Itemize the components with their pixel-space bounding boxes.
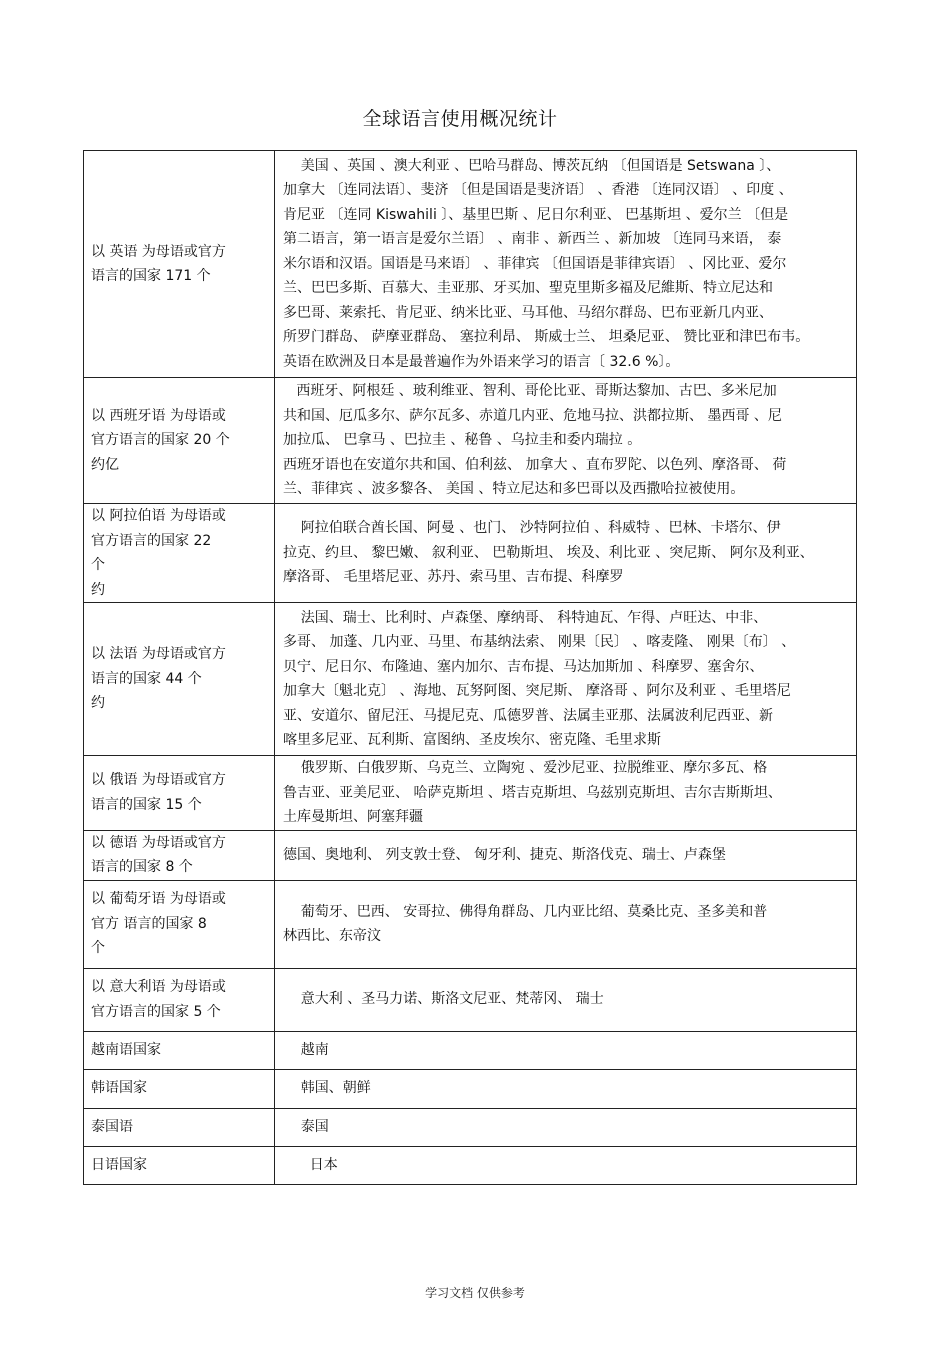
language-label-line: 语言的国家 8 个	[91, 859, 193, 875]
language-label-line: 以 德语 为母语或官方	[91, 834, 226, 851]
country-list-line: 土库曼斯坦、阿塞拜疆	[283, 809, 423, 825]
country-list-line: 兰、菲律宾 、波多黎各、 美国 、特立尼达和多巴哥以及西撒哈拉被使用。	[283, 481, 745, 498]
country-list-line: 米尔语和汉语。国语是马来语〕 、菲律宾 〔但国语是菲律宾语〕 、冈比亚、爱尔	[283, 255, 787, 272]
country-list-line: 英语在欧洲及日本是最普遍作为外语来学习的语言〔 32.6 %〕。	[283, 353, 680, 370]
table-row	[84, 830, 857, 880]
country-list-line: 韩国、朝鲜	[283, 1080, 371, 1097]
language-table	[83, 150, 857, 1185]
language-label-line: 越南语国家	[91, 1041, 161, 1058]
country-list-line: 日本	[283, 1156, 338, 1173]
country-list-cell	[275, 830, 857, 880]
country-list-line: 越南	[283, 1041, 329, 1058]
table-row	[84, 151, 857, 378]
table-row	[84, 1031, 857, 1069]
country-list-cell	[275, 378, 857, 504]
country-list-cell	[275, 151, 857, 378]
country-list-cell	[275, 880, 857, 968]
language-label-cell	[84, 151, 275, 378]
language-label-cell	[84, 603, 275, 756]
language-label-cell	[84, 1069, 275, 1108]
country-list-line: 林西比、东帝汶	[283, 928, 381, 944]
language-label-line: 以 英语 为母语或官方	[91, 243, 226, 260]
language-label-line: 官方语言的国家 22	[91, 532, 212, 549]
language-label-line: 官方语言的国家 5 个	[91, 1003, 221, 1020]
country-list-line: 鲁吉亚、亚美尼亚、 哈萨克斯坦 、塔吉克斯坦、乌兹别克斯坦、吉尔吉斯斯坦、	[283, 784, 782, 801]
language-label-line: 语言的国家 171 个	[91, 268, 211, 284]
language-label-line: 以 法语 为母语或官方	[91, 646, 226, 663]
page-title: 全球语言使用概况统计	[362, 108, 558, 130]
country-list-cell	[275, 1031, 857, 1069]
language-label-line: 以 俄语 为母语或官方	[91, 772, 226, 789]
table-row	[84, 1108, 857, 1146]
country-list-line: 俄罗斯、白俄罗斯、乌克兰、立陶宛 、爱沙尼亚、拉脱维亚、摩尔多瓦、格	[283, 760, 768, 776]
country-list-line: 多巴哥、莱索托、肯尼亚、纳米比亚、马耳他、马绍尔群岛、巴布亚新几内亚、	[283, 304, 773, 321]
country-list-line: 第二语言，第一语言是爱尔兰语〕 、南非 、新西兰 、新加坡 〔连同马来语， 泰	[283, 231, 782, 248]
language-label-line: 以 西班牙语 为母语或	[91, 407, 226, 424]
country-list-line: 拉克、约旦、 黎巴嫩、 叙利亚、 巴勒斯坦、 埃及、利比亚 、突尼斯、 阿尔及利亚、	[283, 544, 814, 561]
country-list-cell	[275, 968, 857, 1031]
country-list-line: 西班牙、阿根廷 、玻利维亚、智利、哥伦比亚、哥斯达黎加、古巴、多米尼加	[283, 383, 777, 400]
table-row	[84, 1069, 857, 1108]
language-label-line: 约	[91, 581, 105, 598]
language-label-cell	[84, 504, 275, 603]
table-row	[84, 504, 857, 603]
language-label-line: 以 葡萄牙语 为母语或	[91, 891, 226, 908]
language-label-line: 官方语言的国家 20 个	[91, 432, 230, 449]
country-list-line: 葡萄牙、巴西、 安哥拉、佛得角群岛、几内亚比绍、莫桑比克、圣多美和普	[283, 903, 768, 920]
country-list-line: 德国、奥地利、 列支敦士登、 匈牙利、捷克、斯洛伐克、瑞士、卢森堡	[283, 846, 726, 863]
language-label-cell	[84, 378, 275, 504]
language-label-line: 泰国语	[91, 1118, 133, 1135]
table-row	[84, 1146, 857, 1184]
country-list-line: 肯尼亚 〔连同 Kiswahili 〕、基里巴斯 、尼日尔利亚、 巴基斯坦 、爱尔兰 〔但是	[283, 206, 789, 223]
country-list-line: 兰、巴巴多斯、百慕大、圭亚那、牙买加、聖克里斯多福及尼維斯、特立尼达和	[283, 280, 773, 297]
page-footer: 学习文档 仅供参考	[425, 1286, 525, 1300]
country-list-line: 阿拉伯联合酋长国、阿曼 、也门、 沙特阿拉伯 、科威特 、巴林、卡塔尔、伊	[283, 520, 781, 537]
language-label-line: 个	[91, 557, 105, 573]
language-label-line: 个	[91, 940, 105, 957]
table-row	[84, 968, 857, 1031]
language-label-cell	[84, 1031, 275, 1069]
country-list-line: 美国 、英国 、澳大利亚 、巴哈马群岛、博茨瓦纳 〔但国语是 Setswana 〕、	[283, 157, 781, 174]
country-list-cell	[275, 504, 857, 603]
language-label-cell	[84, 880, 275, 968]
table-row	[84, 880, 857, 968]
language-label-cell	[84, 1146, 275, 1184]
country-list-cell	[275, 1108, 857, 1146]
country-list-line: 意大利 、圣马力诺、斯洛文尼亚、梵蒂冈、 瑞士	[283, 991, 604, 1008]
country-list-line: 贝宁、尼日尔、布隆迪、塞内加尔、吉布提、马达加斯加 、科摩罗、塞舍尔、	[283, 658, 764, 675]
language-label-cell	[84, 830, 275, 880]
country-list-line: 加拿大 〔连同法语〕、斐济 〔但是国语是斐济语〕 、香港 〔连同汉语〕 、印度 、	[283, 182, 793, 199]
language-table-body	[84, 151, 857, 1185]
country-list-line: 喀里多尼亚、瓦利斯、富图纳、圣皮埃尔、密克隆、毛里求斯	[283, 732, 661, 748]
language-label-cell	[84, 968, 275, 1031]
country-list-line: 所罗门群岛、 萨摩亚群岛、 塞拉利昂、 斯威士兰、 坦桑尼亚、 赞比亚和津巴布韦。	[283, 329, 810, 346]
country-list-line: 西班牙语也在安道尔共和国、伯利兹、 加拿大 、直布罗陀、以色列、摩洛哥、 荷	[283, 456, 787, 473]
country-list-cell	[275, 756, 857, 831]
language-label-line: 约	[91, 695, 105, 712]
country-list-line: 多哥、 加蓬、几内亚、马里、布基纳法索、 刚果〔民〕 、喀麦隆、 刚果〔布〕 、	[283, 634, 796, 650]
table-row	[84, 603, 857, 756]
language-label-line: 韩语国家	[91, 1080, 147, 1097]
language-label-line: 日语国家	[91, 1156, 147, 1173]
language-label-line: 官方 语言的国家 8	[91, 915, 207, 932]
country-list-line: 加拿大〔魁北克〕 、海地、瓦努阿图、突尼斯、 摩洛哥 、阿尔及利亚 、毛里塔尼	[283, 683, 791, 699]
language-label-line: 以 阿拉伯语 为母语或	[91, 508, 226, 524]
country-list-line: 共和国、厄瓜多尔、萨尔瓦多、赤道几内亚、危地马拉、洪都拉斯、 墨西哥 、尼	[283, 407, 782, 424]
table-row	[84, 756, 857, 831]
language-label-line: 约亿	[91, 456, 119, 473]
country-list-line: 泰国	[283, 1118, 329, 1135]
language-label-line: 语言的国家 15 个	[91, 796, 202, 813]
language-label-line: 语言的国家 44 个	[91, 670, 202, 687]
language-label-cell	[84, 756, 275, 831]
country-list-cell	[275, 1069, 857, 1108]
language-label-line: 以 意大利语 为母语或	[91, 979, 226, 995]
country-list-cell	[275, 1146, 857, 1184]
country-list-line: 法国、瑞士、比利时、卢森堡、摩纳哥、 科特迪瓦、乍得、卢旺达、中非、	[283, 609, 768, 626]
country-list-line: 加拉瓜、 巴拿马 、巴拉圭 、秘鲁 、乌拉圭和委内瑞拉 。	[283, 432, 642, 449]
table-row	[84, 378, 857, 504]
country-list-line: 摩洛哥、 毛里塔尼亚、苏丹、索马里、吉布提、科摩罗	[283, 569, 624, 586]
country-list-line: 亚、安道尔、留尼汪、马提尼克、瓜德罗普、法属圭亚那、法属波利尼西亚、新	[283, 707, 773, 724]
language-label-cell	[84, 1108, 275, 1146]
country-list-cell	[275, 603, 857, 756]
